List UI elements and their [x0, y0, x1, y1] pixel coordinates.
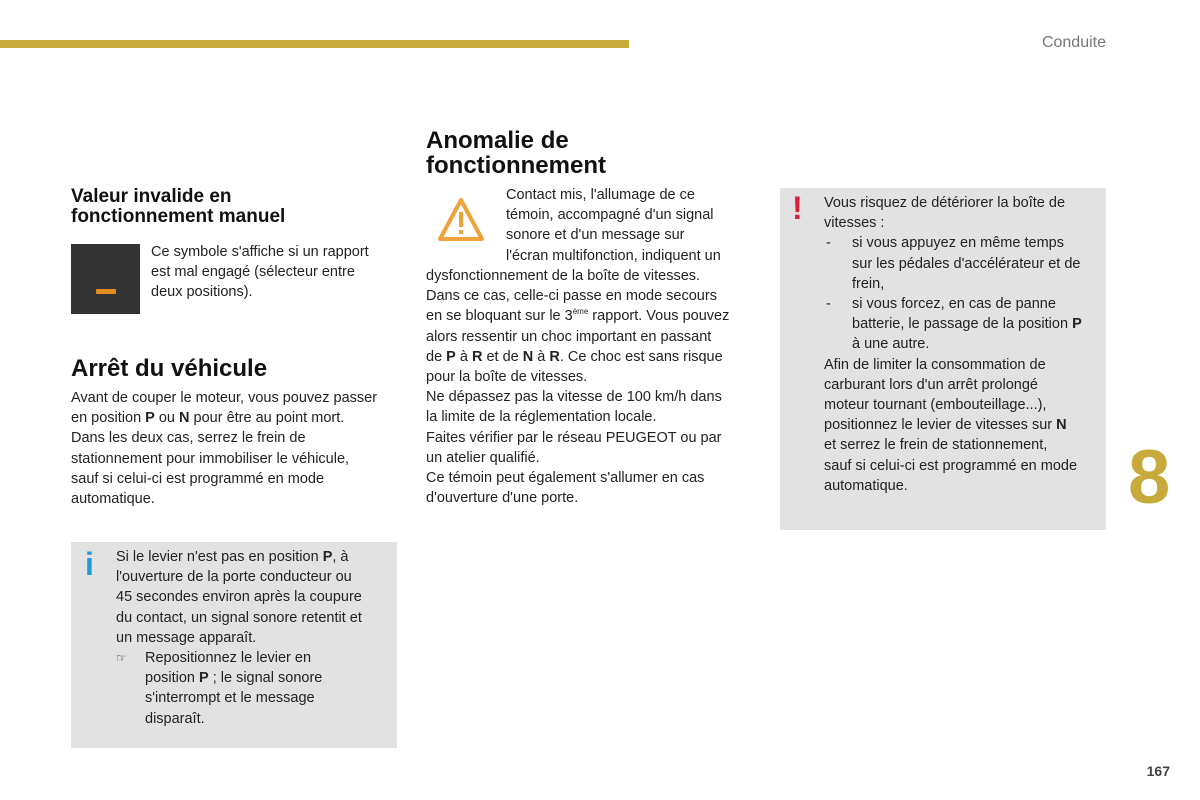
pointing-hand-icon: ☞: [116, 651, 127, 666]
manual-mode-text: Ce symbole s'affiche si un rapport est mal engagé (sélecteur entre deux positions).: [151, 244, 369, 301]
anomaly-intro-text: Contact mis, l'allumage de ce témoin, accompagné d'un signal sonore et d'un message sur l'écran multifonction, indiquent un: [506, 187, 721, 264]
info-bullet: ☞ Repositionnez le levier en position P ; le signal sonore s'interrompt et le message disparaît.: [116, 650, 323, 727]
stop-text: Avant de couper le moteur, vous pouvez passer en position P ou N pour être au point mort. Dans les deux cas, serrez le frein de stationnement pour immobiliser le véhicule, sauf si celui-ci est programmé en mode automatique.: [71, 390, 378, 508]
anomaly-heading: Anomalie de fonctionnement: [426, 127, 606, 179]
list-item: - si vous forcez, en cas de panne batterie, le passage de la position P à une autre.: [824, 294, 1102, 355]
warning-triangle-icon: [436, 196, 486, 244]
section-title: Conduite: [1041, 34, 1106, 51]
list-item: - si vous appuyez en même temps sur les pédales d'accélérateur et de frein,: [824, 233, 1102, 294]
warning-note-box: [780, 188, 1106, 530]
warning-list: [824, 233, 1102, 354]
anomaly-body-text: dysfonctionnement de la boîte de vitesses. Dans ce cas, celle-ci passe en mode secours en se bloquant sur le 3ème rapport. Vous pouvez alors ressentir un choc important en passant de P à R et de N à R. Ce choc est sans risque pour la boîte de vitesses. Ne dépassez pas la vitesse de 100 km/h dans la limite de la réglementation locale. Faites vérifier par le réseau PEUGEOT ou par un atelier qualifié. Ce témoin peut également s'allumer en cas d'ouverture d'une porte.: [426, 268, 730, 507]
gear-display-image: [71, 244, 140, 314]
invalid-gear-symbol: [96, 289, 116, 294]
info-icon: i: [85, 546, 94, 582]
warning-note-text: Vous risquez de détériorer la boîte de vitesses : - si vous appuyez en même temps sur les pédales d'accélérateur et de frein, - si vous forcez, en cas de panne batterie, le passage de la position P à une autre. Afin de limiter la consommation de carburant lors d'un arrêt prolongé moteur tournant (embouteillage...), positionnez le levier de vitesses sur N et serrez le frein de stationnement, sauf si celui-ci est programmé en mode automatique.: [824, 193, 1102, 496]
exclamation-icon: !: [792, 190, 803, 226]
manual-mode-heading: Valeur invalide en fonctionnement manuel: [71, 186, 286, 227]
header-rule: [0, 40, 629, 48]
chapter-number: 8: [1128, 435, 1171, 520]
info-note-text: Si le levier n'est pas en position P, à l'ouverture de la porte conducteur ou 45 secondes environ après la coupure du contact, un signal sonore retentit et un message apparaît. ☞ Repositionnez le levier en position P ; le signal sonore s'interrompt et le message disparaît.: [116, 547, 391, 729]
info-note-box: [71, 542, 397, 748]
stop-heading: Arrêt du véhicule: [71, 355, 268, 382]
page-number: 167: [1146, 763, 1170, 779]
